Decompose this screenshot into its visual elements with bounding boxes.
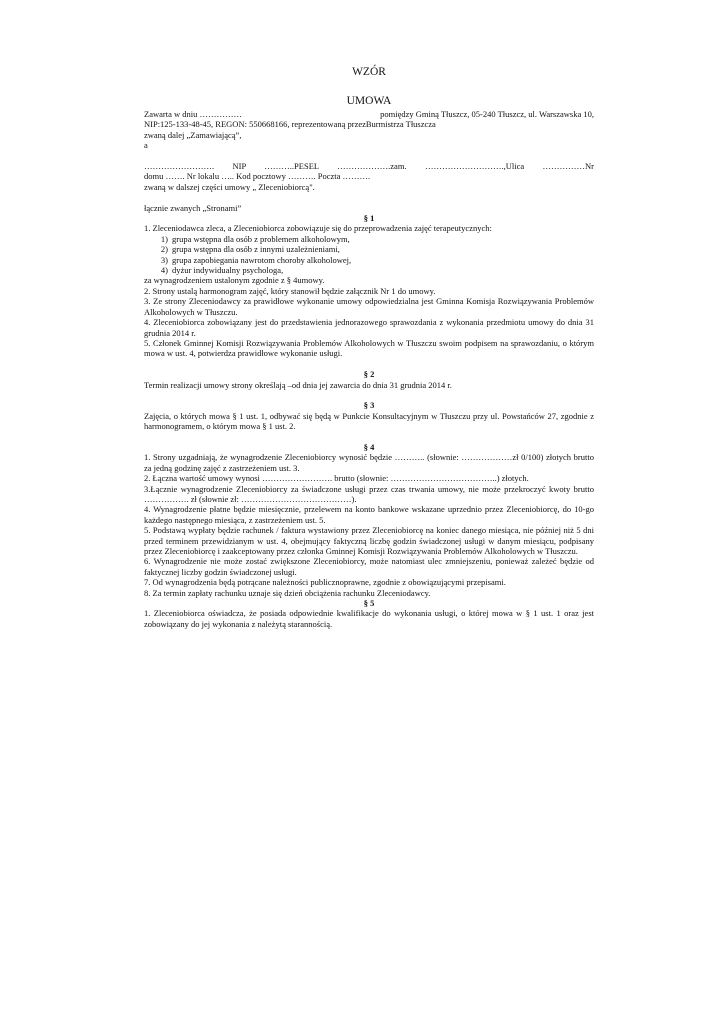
section-1-p2: 2. Strony ustalą harmonogram zajęć, który stanowił będzie załącznik Nr 1 do umowy. xyxy=(144,285,436,296)
section-4-p3: 3.Łącznie wynagrodzenie Zleceniobiorcy za świadczone usługi przez czas trwania umowy, nie może przekroczyć kwoty brutto ……………. zł (słownie zł: …………………………………). xyxy=(144,483,594,504)
section-4-p1: 1. Strony uzgadniają, że wynagrodzenie Zleceniobiorcy wynosić będzie ……….. (słownie: ………………zł 0/100) złotych brutto za jedną godzinę zajęć z zastrzeżeniem ust. 3. xyxy=(144,452,594,473)
intro-date: Zawarta w dniu …………… xyxy=(144,109,242,119)
section-4-p6: 6. Wynagrodzenie nie może zostać zwiększone Zleceniobiorcy, może natomiast ulec zmniejszeniu, ponieważ zależeć będzie od faktycznej liczby godzin świadczonej usługi. xyxy=(144,556,594,577)
list-item: 1) grupa wstępna dla osób z problemem alkoholowym, xyxy=(160,233,350,244)
section-4-p8: 8. Za termin zapłaty rachunku uznaje się dzień obciążenia rachunku Zleceniodawcy. xyxy=(144,587,431,598)
section-1-list xyxy=(144,234,594,276)
list-item: 2) grupa wstępna dla osób z innymi uzależnieniami, xyxy=(160,244,340,255)
section-1-p3: 3. Ze strony Zleceniodawcy za prawidłowe wykonanie umowy odpowiedzialna jest Gminna Komisja Rozwiązywania Problemów Alkoholowych w Tłuszczu. xyxy=(144,296,594,317)
intro-line-1 xyxy=(144,109,594,119)
intro-line-7: zwaną w dalszej części umowy „ Zleceniobiorcą". xyxy=(144,181,315,192)
section-2-heading: § 2 xyxy=(363,369,375,380)
section-1-p4: 4. Zleceniobiorca zobowiązany jest do przedstawienia jednorazowego sprawozdania z wykonania przedmiotu umowy do dnia 31 grudnia 2014 r. xyxy=(144,317,594,338)
intro-line-8: łącznie zwanych „Stronami” xyxy=(144,202,242,213)
intro-line-3: zwaną dalej „Zamawiającą”, xyxy=(144,129,242,140)
list-item: 3) grupa zapobiegania nawrotom choroby alkoholowej, xyxy=(160,254,352,265)
intro-line-4: a xyxy=(144,140,148,151)
document-label: WZÓR xyxy=(352,66,386,78)
intro-line-5: ……………………. NIP ………..PESEL ……………….zam. ……………………….,Ulica ……………Nr xyxy=(144,161,594,172)
section-4-heading: § 4 xyxy=(363,441,375,452)
section-1-heading: § 1 xyxy=(363,213,375,224)
section-2-p1: Termin realizacji umowy strony określają –od dnia jej zawarcia do dnia 31 grudnia 2014 r. xyxy=(144,379,452,390)
section-3-heading: § 3 xyxy=(363,400,375,411)
section-3-p1: Zajęcia, o których mowa § 1 ust. 1, odbywać się będą w Punkcie Konsultacyjnym w Tłuszczu przy ul. Powstańców 27, zgodnie z harmonogramem, o którym mowa § 1 ust. 2. xyxy=(144,410,594,432)
intro-party: pomiędzy Gminą Tłuszcz, 05-240 Tłuszcz, ul. Warszawska 10, xyxy=(380,109,594,119)
section-4-p4: 4. Wynagrodzenie płatne będzie miesięcznie, przelewem na konto bankowe wskazane uprzednio przez Zleceniobiorcę, do 10-go każdego następnego miesiąca, z zastrzeżeniem ust. 5. xyxy=(144,504,594,525)
section-1-p5: 5. Członek Gminnej Komisji Rozwiązywania Problemów Alkoholowych w Tłuszczu swoim podpisem na sprawozdaniu, o którym mowa w ust. 4, potwierdza prawidłowe wykonanie usługi. xyxy=(144,337,594,359)
section-4-p5: 5. Podstawą wypłaty będzie rachunek / faktura wystawiony przez Zleceniobiorcę na koniec danego miesiąca, nie później niż 5 dni przed terminem przewidzianym w ust. 4, obejmujący faktyczną liczbę godzin świadczonej usługi w danym miesiącu, podpisany przez Zleceniobiorcę i zaakceptowany przez członka Gminnej Komisji Rozwiązywania Problemów Alkoholowych w Tłuszczu. xyxy=(144,525,594,556)
section-5-p1: 1. Zleceniobiorca oświadcza, że posiada odpowiednie kwalifikacje do wykonania usługi, o której mowa w § 1 ust. 1 oraz jest zobowiązany do jej wykonania z należytą starannością. xyxy=(144,608,594,629)
intro-line-6: domu ……. Nr lokalu ….. Kod pocztowy ………. Poczta ………. xyxy=(144,171,371,182)
section-4-p2: 2. Łączna wartość umowy wynosi ……………………. brutto (słownie: ………………………………..) złotych. xyxy=(144,473,529,484)
document-title: UMOWA xyxy=(346,95,392,107)
intro-line-2: NIP:125-133-48-45, REGON: 550668166, reprezentowaną przezBurmistrza Tłuszcza xyxy=(144,119,436,130)
list-item: 4) dyżur indywidualny psychologa, xyxy=(160,265,284,276)
section-4-p7: 7. Od wynagrodzenia będą potrącane należności publicznoprawne, zgodnie z obowiązującymi przepisami. xyxy=(144,577,506,588)
section-1-after: za wynagrodzeniem ustalonym zgodnie z § 4umowy. xyxy=(144,275,325,286)
section-1-p1: 1. Zleceniodawca zleca, a Zleceniobiorca zobowiązuje się do przeprowadzenia zajęć terapeutycznych: xyxy=(144,223,492,234)
section-5-heading: § 5 xyxy=(363,598,375,609)
document-body xyxy=(144,109,594,629)
